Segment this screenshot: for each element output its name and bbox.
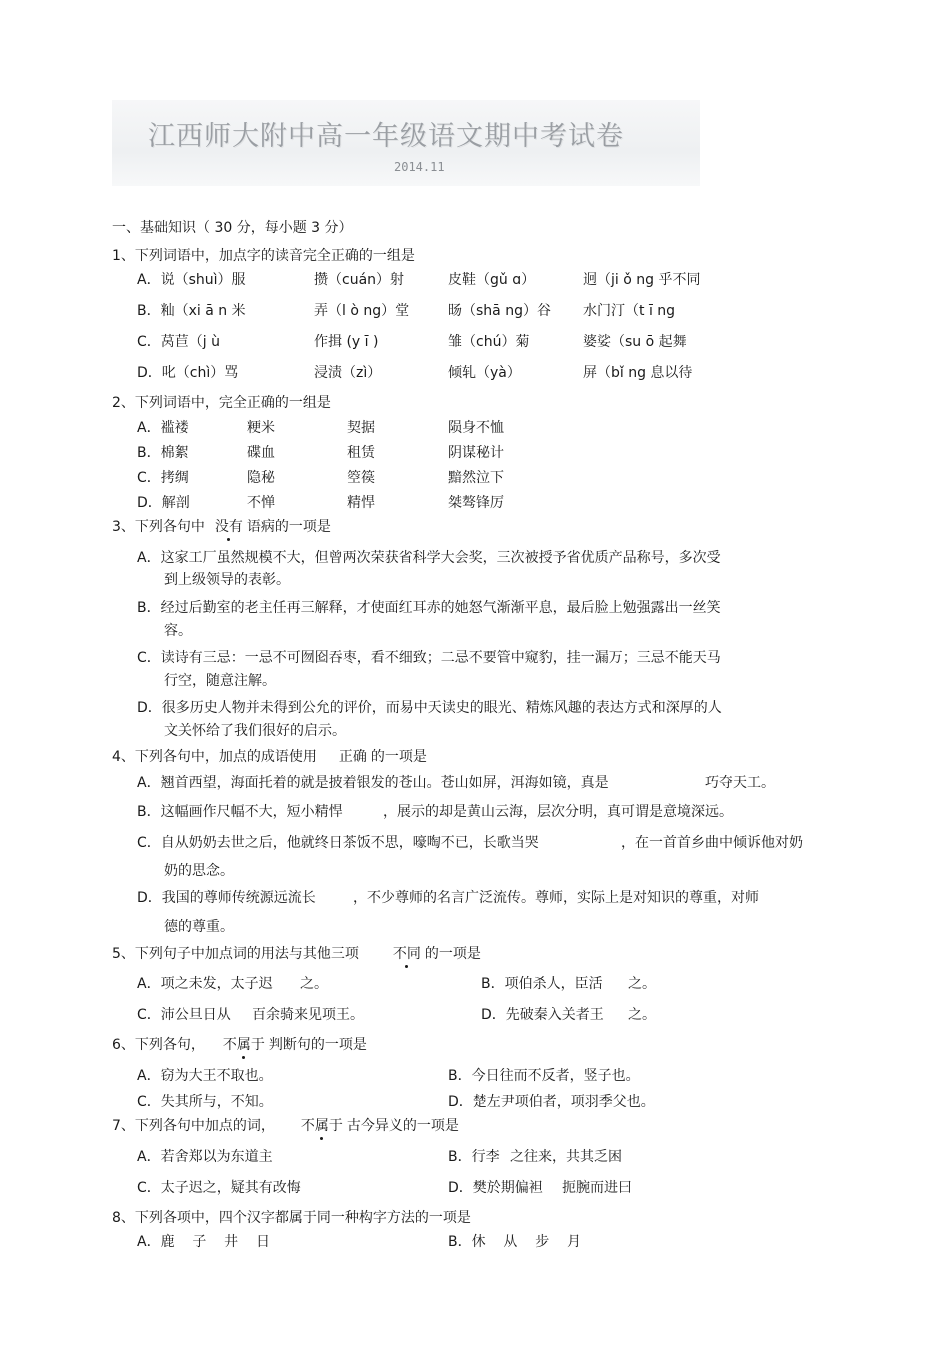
q5-c-tail: 百余骑来见项王。: [252, 1007, 364, 1023]
q2-d-4: 桀骜锋厉: [448, 495, 504, 511]
exam-title: 江西师大附中高一年级语文期中考试卷: [148, 121, 624, 152]
q7-d-head: D．樊於期偏袒: [448, 1180, 543, 1196]
q5-stem-key: 不同: [392, 946, 421, 962]
q6-a: A．窃为大王不取也。: [137, 1068, 273, 1084]
q1-d-3: 倾轧（yà）: [448, 365, 521, 381]
q7-c: C．太子迟之，疑其有改悔: [137, 1180, 301, 1196]
q6-stem: 6、下列各句， 不属于 判断句的一项是: [112, 1037, 367, 1053]
q6-c: C．失其所与，不知。: [137, 1094, 273, 1110]
q8-stem: 8、下列各项中，四个汉字都属于同一种构字方法的一项是: [112, 1210, 471, 1226]
q1-a-1: A．说（shuì）服: [137, 272, 246, 288]
q5-b: B．项伯杀人，臣活: [481, 976, 603, 992]
q5-a: A．项之未发，太子迟: [137, 976, 273, 992]
q3-b-line2: 容。: [164, 623, 192, 639]
q1-a-4: 迥（ji ǒ ng 乎不同: [583, 272, 701, 288]
q7-a: A．若舍郑以为东道主: [137, 1149, 273, 1165]
q8-b: B．休 从 步 月: [448, 1234, 582, 1250]
q4-a-idiom: 巧夺天工。: [705, 775, 775, 791]
q3-c-line2: 行空，随意注解。: [164, 673, 276, 689]
q5-c: C．沛公旦日从: [137, 1007, 231, 1023]
q2-d-3: 精悍: [347, 495, 375, 511]
q4-stem: 4、下列各句中，加点的成语使用 正确 的一项是: [112, 749, 427, 765]
q2-c-1: C．拷绸: [137, 470, 189, 486]
q6-d: D．楚左尹项伯者，项羽季父也。: [448, 1094, 655, 1110]
q5-d-tail: 之。: [628, 1007, 656, 1023]
q1-d-1: D．叱（chì）骂: [137, 365, 239, 381]
q1-d-4: 屏（bǐ ng 息以待: [583, 365, 693, 381]
q1-c-1: C．莴苣（j ù: [137, 334, 220, 350]
q4-d-text: ，不少尊师的名言广泛流传。尊师，实际上是对知识的尊重，对师: [353, 890, 759, 906]
q1-b-4: 水门汀（t ī ng: [583, 303, 676, 319]
q4-c-text: ，在一首首乡曲中倾诉他对奶: [621, 835, 803, 851]
q1-d-2: 浸渍（zì）: [314, 365, 382, 381]
q2-c-4: 黯然泣下: [448, 470, 504, 486]
q1-b-1: B．籼（xi ā n 米: [137, 303, 246, 319]
q6-b: B．今日往而不反者，竖子也。: [448, 1068, 640, 1084]
q1-a-2: 攒（cuán）射: [314, 272, 405, 288]
q4-d-line2: 德的尊重。: [164, 919, 234, 935]
q3-stem-key: 没有: [214, 519, 243, 535]
q2-c-3: 箜篌: [347, 470, 375, 486]
q2-a-1: A．褴褛: [137, 420, 189, 436]
q4-c-line2: 奶的思念。: [164, 863, 234, 879]
q7-b-tail: 之往来，共其乏困: [510, 1149, 622, 1165]
q4-a-text: A．翘首西望，海面托着的就是披着银发的苍山。苍山如屏，洱海如镜，真是: [137, 775, 609, 791]
section-title: 一、基础知识（ 30 分，每小题 3 分）: [112, 220, 353, 236]
q1-c-3: 雏（chú）菊: [448, 334, 530, 350]
q3-c-line1: C．读诗有三忌：一忌不可囫囵吞枣，看不细致；二忌不要管中窥豹，挂一漏万；三忌不能天马: [137, 650, 721, 666]
q3-d-line1: D．很多历史人物并未得到公允的评价，而易中天读史的眼光、精炼风趣的表达方式和深厚的人: [137, 700, 722, 716]
q1-stem: 1、下列词语中，加点字的读音完全正确的一组是: [112, 248, 415, 264]
q3-d-line2: 文关怀给了我们很好的启示。: [164, 723, 346, 739]
q2-d-1: D．解剖: [137, 495, 190, 511]
q6-stem-key: 不属于: [222, 1037, 265, 1053]
q3-a-line2: 到上级领导的表彰。: [164, 572, 290, 588]
q4-c-idiom: C．自从奶奶去世之后，他就终日茶饭不思，嚎啕不已，长歌当哭: [137, 835, 539, 851]
q4-b-idiom: B．这幅画作尺幅不大，短小精悍: [137, 804, 343, 820]
q4-d-idiom: D．我国的尊师传统源远流长: [137, 890, 316, 906]
q3-stem: 3、下列各句中 没有 语病的一项是: [112, 519, 331, 535]
q4-b-text: ，展示的却是黄山云海，层次分明，真可谓是意境深远。: [383, 804, 733, 820]
q2-a-3: 契据: [347, 420, 375, 436]
q1-c-2: 作揖 (y ī ): [314, 334, 379, 350]
q1-a-3: 皮鞋（gǔ ɑ）: [448, 272, 536, 288]
q3-a-line1: A．这家工厂虽然规模不大，但曾两次荣获省科学大会奖，三次被授予省优质产品称号，多次受: [137, 550, 721, 566]
q7-stem-key: 不属于: [300, 1118, 343, 1134]
q5-stem: 5、下列句子中加点词的用法与其他三项 不同 的一项是: [112, 946, 481, 962]
q7-b-head: B．行李: [448, 1149, 500, 1165]
exam-date: 2014.11: [394, 160, 445, 174]
q2-b-3: 租赁: [347, 445, 375, 461]
q2-b-1: B．棉絮: [137, 445, 189, 461]
q2-b-4: 阴谋秘计: [448, 445, 504, 461]
q8-a: A．鹿 子 井 日: [137, 1234, 270, 1250]
q7-stem: 7、下列各句中加点的词， 不属于 古今异义的一项是: [112, 1118, 459, 1134]
q2-b-2: 碟血: [247, 445, 275, 461]
q2-a-4: 陨身不恤: [448, 420, 504, 436]
q5-b-tail: 之。: [628, 976, 656, 992]
q5-a-tail: 之。: [300, 976, 328, 992]
q5-d: D．先破秦入关者王: [481, 1007, 604, 1023]
q4-stem-key: 正确: [338, 749, 367, 765]
q2-d-2: 不惮: [247, 495, 275, 511]
q3-b-line1: B．经过后勤室的老主任再三解释，才使面红耳赤的她怒气渐渐平息，最后脸上勉强露出一丝笑: [137, 600, 721, 616]
q7-d-tail: 扼腕而进曰: [562, 1180, 632, 1196]
q1-b-3: 旸（shā ng）谷: [448, 303, 551, 319]
header-banner: [112, 100, 700, 186]
q1-c-4: 婆娑（su ō 起舞: [583, 334, 687, 350]
q2-c-2: 隐秘: [247, 470, 275, 486]
q2-a-2: 粳米: [247, 420, 275, 436]
q1-b-2: 弄（l ò ng）堂: [314, 303, 410, 319]
q2-stem: 2、下列词语中，完全正确的一组是: [112, 395, 331, 411]
